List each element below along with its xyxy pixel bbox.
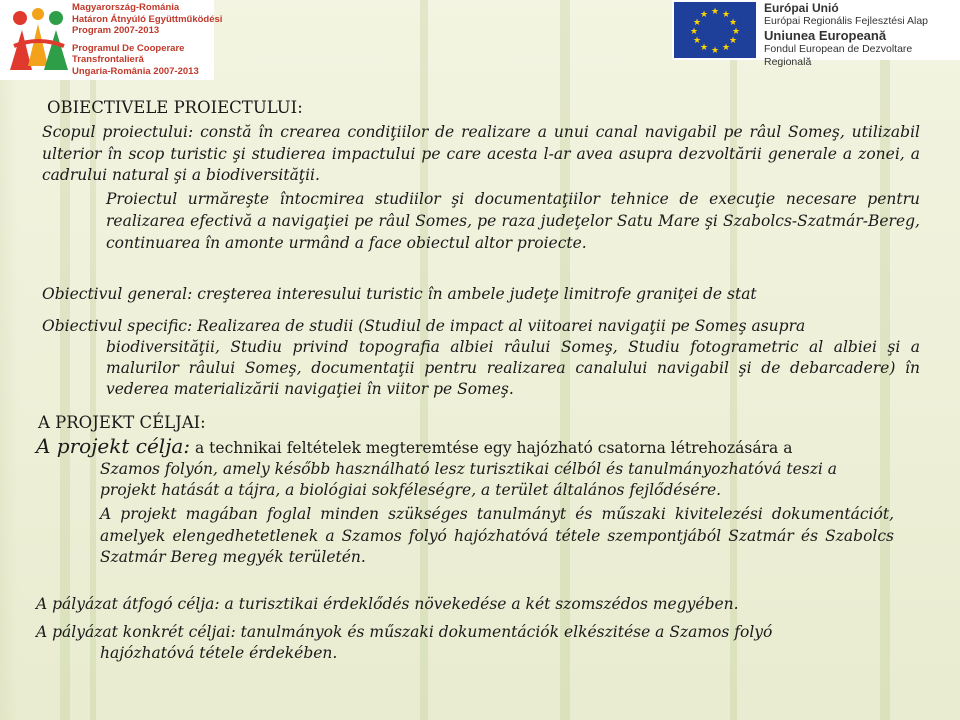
program-title-line: Programul De Cooperare: [72, 42, 185, 54]
project-goal-first-line: a technikai feltételek megteremtése egy hajózható csatorna létrehozására a: [195, 439, 793, 457]
eu-name-hu: Európai Unió: [764, 1, 839, 15]
concrete-goals-hu: [36, 622, 896, 664]
eu-name-ro: Uniunea Europeană: [764, 28, 887, 43]
eu-flag-icon: ★ ★ ★ ★ ★ ★ ★ ★ ★ ★ ★ ★: [674, 2, 756, 58]
program-title-line: Ungaria-România 2007-2013: [72, 65, 199, 77]
concrete-goals-first-line: A pályázat konkrét céljai: tanulmányok és műszaki dokumentációk elkészitése a Szamos folyó: [36, 623, 773, 641]
project-scope-ro: Scopul proiectului: constă în crearea condiţiilor de realizare a unui canal navigabil pe râul Someş, utilizabil ulterior în scop turistic şi studierea impactului pe care acesta l-ar avea asupra dezvoltării generale a zonei, a cadrului natural şi a biodiversităţii.: [42, 123, 920, 184]
specific-objective-ro: [42, 316, 920, 400]
specific-objective-first-line: Obiectivul specific: Realizarea de studii (Studiul de impact al viitoarei navigaţii pe Someş asupra: [42, 317, 806, 335]
project-description-ro: Proiectul urmăreşte întocmirea studiilor şi documentaţiilor tehnice de execuţie necesare pentru realizarea efectivă a navigaţiei pe râul Somes, pe raza judeţelor Satu Mare şi Szabolcs-Szatmár-Bereg, continuarea în amonte urmând a face obiectul altor proiecte.: [106, 190, 920, 252]
project-scope-hu: A projekt magában foglal minden szükséges tanulmányt és műszaki kivitelezési dokumentációt, amelyek elengedhetetlenek a Szamos folyó hajózhatóvá tétele szempontjából Szatmár és Szabolcs Szatmár Bereg megyék területén.: [100, 505, 894, 566]
project-goal-rest: Szamos folyón, amely később használható lesz turisztikai célból és tanulmányozhatóvá teszi a projekt hatását a tájra, a biológiai sokféleségre, a terület általános fejlődésére.: [100, 460, 838, 499]
program-title-line: Magyarország-Románia: [72, 2, 180, 13]
program-title-line: Határon Átnyúló Együttműködési: [72, 13, 223, 25]
eu-fund-hu: Európai Regionális Fejlesztési Alap: [764, 15, 929, 27]
program-title-line: Program 2007-2013: [72, 25, 160, 37]
project-goal-hu: [36, 436, 896, 501]
program-title-line: Transfrontalieră: [72, 54, 144, 66]
eu-fund-ro: Fondul European de Dezvoltare Regională: [764, 43, 913, 68]
heading-objectives-hu: A PROJEKT CÉLJAI:: [38, 413, 206, 432]
heading-objectives-ro: OBIECTIVELE PROIECTULUI:: [47, 98, 303, 117]
specific-objective-rest: biodiversităţii, Studiu privind topografia albiei râului Someş, Studiu fotogrametric al albiei şi a malurilor râului Someş, documentaţii pentru realizarea canalului navigabil şi de debarcadere) în vederea materializării navigaţiei în viitor pe Someş.: [106, 338, 920, 398]
concrete-goals-rest: hajózhatóvá tétele érdekében.: [100, 644, 338, 662]
people-logo-icon: [8, 6, 70, 72]
general-objective-ro: Obiectivul general: creşterea interesului turistic în ambele judeţe limitrofe graniţei de stat: [42, 285, 757, 303]
program-logo: [0, 0, 223, 80]
overall-goal-hu: A pályázat átfogó célja: a turisztikai érdeklődés növekedése a két szomszédos megyében.: [36, 595, 739, 613]
project-goal-lead: A projekt célja:: [36, 434, 191, 458]
eu-logo: [672, 0, 960, 68]
